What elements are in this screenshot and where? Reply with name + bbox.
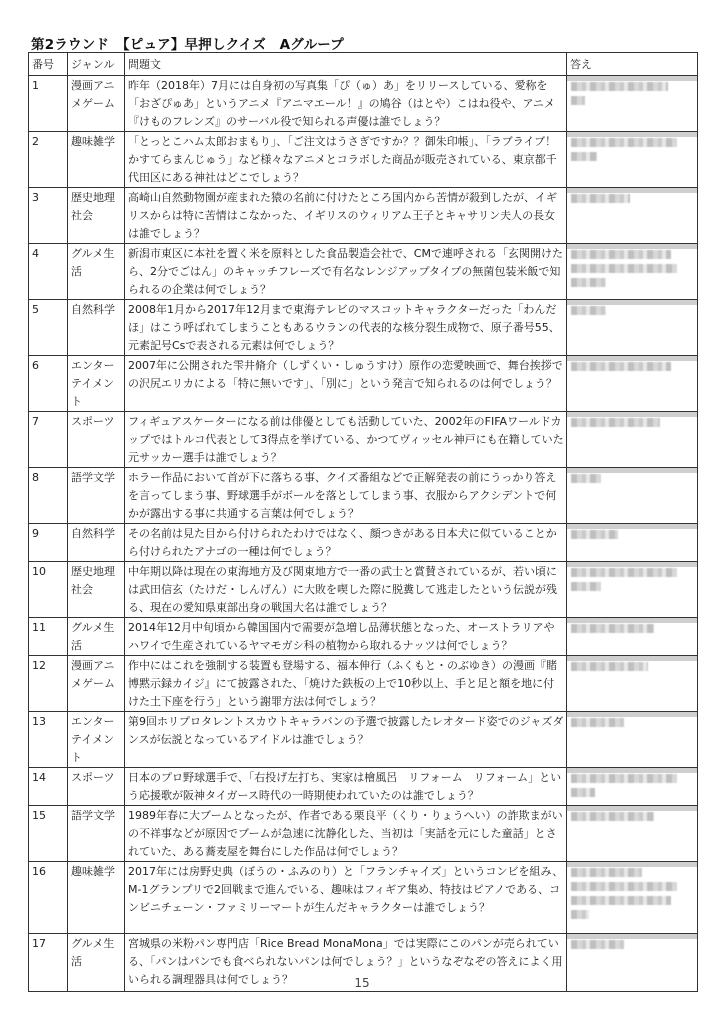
question-genre: エンターテイメント: [68, 356, 125, 412]
table-row: [29, 468, 698, 524]
header-genre: ジャンル: [68, 53, 125, 76]
blurred-answer-text: [571, 812, 654, 821]
quiz-table: [28, 52, 698, 992]
table-row: [29, 300, 698, 356]
question-number: 4: [29, 244, 68, 300]
question-text: 宮城県の米粉パン専門店「Rice Bread MonaMona」では実際にこのパンが売られている、「パンはパンでも食べられないパンは何でしょう？」というなぞなぞの答えによく用いられる調理器具は何でしょう？: [125, 934, 567, 992]
question-genre: 語学文学: [68, 806, 125, 862]
header-answer: 答え: [567, 53, 698, 76]
blurred-answer-text: [571, 306, 606, 315]
answer-blurred: [567, 412, 698, 468]
blurred-answer-text: [571, 718, 624, 727]
table-row: [29, 412, 698, 468]
answer-blurred: [567, 768, 698, 806]
answer-blurred: [567, 132, 698, 188]
table-row: [29, 562, 698, 618]
question-number: 8: [29, 468, 68, 524]
question-genre: 自然科学: [68, 300, 125, 356]
blurred-answer-text: [571, 138, 677, 147]
table-row: [29, 806, 698, 862]
question-number: 17: [29, 934, 68, 992]
question-number: 5: [29, 300, 68, 356]
question-text: ホラー作品において首が下に落ちる事、クイズ番組などで正解発表の前にうっかり答えを言ってしまう事、野球選手がボールを落としてしまう事、衣服からアクシデントで何かが露出する事に共通する言葉は何でしょう？: [125, 468, 567, 524]
blurred-answer-text: [571, 774, 677, 783]
blurred-answer-text: [571, 568, 677, 577]
blurred-answer-text: [571, 194, 630, 203]
question-genre: グルメ生活: [68, 934, 125, 992]
question-text: 「とっとこハム太郎おまもり」、「ご注文はうさぎですか？？御朱印帳」、「ラブライブ！かすてらまんじゅう」など様々なアニメとコラボした商品が販売されている、東京都千代田区にある神社はどこでしょう？: [125, 132, 567, 188]
blurred-answer-text: [571, 624, 654, 633]
table-row: [29, 76, 698, 132]
question-number: 11: [29, 618, 68, 656]
answer-blurred: [567, 618, 698, 656]
question-number: 13: [29, 712, 68, 768]
blurred-answer-text: [571, 868, 642, 877]
answer-blurred: [567, 76, 698, 132]
answer-blurred: [567, 356, 698, 412]
question-number: 10: [29, 562, 68, 618]
answer-blurred: [567, 562, 698, 618]
question-text: 2007年に公開された雫井脩介（しずくい・しゅうすけ）原作の恋愛映画で、舞台挨拶での沢尻エリカによる「特に無いです」、「別に」という発言で知られるのは何でしょう？: [125, 356, 567, 412]
question-text: 作中にはこれを強制する装置も登場する、福本伸行（ふくもと・のぶゆき）の漫画『賭博黙示録カイジ』にて披露された、「焼けた鉄板の上で10秒以上、手と足と額を地に付けた土下座を行う」という謝罪方法は何でしょう？: [125, 656, 567, 712]
question-text: 中年期以降は現在の東海地方及び関東地方で一番の武士と賞賛されているが、若い頃には武田信玄（たけだ・しんげん）に大敗を喫した際に脱糞して逃走したという伝説が残る、現在の愛知県東部出身の戦国大名は誰でしょう？: [125, 562, 567, 618]
question-genre: スポーツ: [68, 412, 125, 468]
blurred-answer-text: [571, 788, 595, 797]
answer-blurred: [567, 188, 698, 244]
question-genre: グルメ生活: [68, 244, 125, 300]
question-number: 2: [29, 132, 68, 188]
table-row: [29, 524, 698, 562]
question-genre: 趣味雑学: [68, 132, 125, 188]
blurred-answer-text: [571, 264, 677, 273]
page-title: 第2ラウンド 【ピュア】早押しクイズ Aグループ: [31, 37, 345, 53]
question-number: 1: [29, 76, 68, 132]
table-row: [29, 618, 698, 656]
table-row: [29, 656, 698, 712]
question-number: 15: [29, 806, 68, 862]
question-number: 12: [29, 656, 68, 712]
page-number: 15: [354, 976, 370, 990]
question-genre: 歴史地理社会: [68, 562, 125, 618]
question-genre: 自然科学: [68, 524, 125, 562]
blurred-answer-text: [571, 82, 668, 91]
answer-blurred: [567, 300, 698, 356]
answer-blurred: [567, 712, 698, 768]
question-text: 高崎山自然動物園が産まれた猿の名前に付けたところ国内から苦情が殺到したが、イギリスからは特に苦情はこなかった、イギリスのウィリアム王子とキャサリン夫人の長女は誰でしょう？: [125, 188, 567, 244]
question-genre: グルメ生活: [68, 618, 125, 656]
question-text: 2014年12月中旬頃から韓国国内で需要が急増し品薄状態となった、オーストラリアやハワイで生産されているヤマモガシ科の植物から取れるナッツは何でしょう？: [125, 618, 567, 656]
table-row: [29, 132, 698, 188]
question-genre: エンターテイメント: [68, 712, 125, 768]
table-row: [29, 862, 698, 934]
blurred-answer-text: [571, 250, 671, 259]
header-number: 番号: [29, 53, 68, 76]
blurred-answer-text: [571, 362, 671, 371]
blurred-answer-text: [571, 152, 597, 161]
quiz-table-body: [29, 76, 698, 992]
question-number: 7: [29, 412, 68, 468]
blurred-answer-text: [571, 896, 671, 905]
blurred-answer-text: [571, 418, 660, 427]
question-number: 6: [29, 356, 68, 412]
question-genre: 語学文学: [68, 468, 125, 524]
answer-blurred: [567, 656, 698, 712]
blurred-answer-text: [571, 662, 648, 671]
header-question: 問題文: [125, 53, 567, 76]
table-row: [29, 356, 698, 412]
answer-blurred: [567, 468, 698, 524]
answer-blurred: [567, 806, 698, 862]
blurred-answer-text: [571, 474, 601, 483]
blurred-answer-text: [571, 940, 624, 949]
question-text: フィギュアスケーターになる前は俳優としても活動していた、2002年のFIFAワールドカップではトルコ代表として3得点を挙げている、かつてヴィッセル神戸にも在籍していた元サッカー選手は誰でしょう？: [125, 412, 567, 468]
question-genre: 漫画アニメゲーム: [68, 656, 125, 712]
question-number: 9: [29, 524, 68, 562]
question-number: 14: [29, 768, 68, 806]
table-row: [29, 188, 698, 244]
table-header-row: [29, 53, 698, 76]
answer-blurred: [567, 524, 698, 562]
question-text: 新潟市東区に本社を置く米を原料とした食品製造会社で、CMで連呼される「玄関開けたら、2分でごはん」のキャッチフレーズで有名なレンジアップタイプの無菌包装米飯で知られるの企業は何でしょう？: [125, 244, 567, 300]
question-text: 1989年春に大ブームとなったが、作者である栗良平（くり・りょうへい）の詐欺まがいの不祥事などが原因でブームが急速に沈静化した、当初は「実話を元にした童話」とされていた、ある蕎麦屋を舞台にした作品は何でしょう？: [125, 806, 567, 862]
question-number: 3: [29, 188, 68, 244]
table-row: [29, 768, 698, 806]
answer-blurred: [567, 862, 698, 934]
blurred-answer-text: [571, 882, 677, 891]
table-row: [29, 712, 698, 768]
question-number: 16: [29, 862, 68, 934]
question-genre: 歴史地理社会: [68, 188, 125, 244]
blurred-answer-text: [571, 530, 618, 539]
blurred-answer-text: [571, 910, 589, 919]
question-text: 2017年には房野史典（ぼうの・ふみのり）と「フランチャイズ」というコンビを組み、M-1グランプリで2回戦まで進んでいる、趣味はフィギア集め、特技はピアノである、コンビニチェーン・ファミリーマートが生んだキャラクターは誰でしょう？: [125, 862, 567, 934]
question-text: 日本のプロ野球選手で、「右投げ左打ち、実家は檜風呂 リフォーム リフォーム」という応援歌が阪神タイガース時代の一時期使われていたのは誰でしょう？: [125, 768, 567, 806]
question-text: 第9回ホリプロタレントスカウトキャラバンの予選で披露したレオタード姿でのジャズダンスが伝説となっているアイドルは誰でしょう？: [125, 712, 567, 768]
blurred-answer-text: [571, 96, 585, 105]
table-row: [29, 244, 698, 300]
question-genre: 趣味雑学: [68, 862, 125, 934]
question-genre: スポーツ: [68, 768, 125, 806]
question-text: 2008年1月から2017年12月まで東海テレビのマスコットキャラクターだった「わんだほ」はこう呼ばれてしまうこともあるウランの代表的な核分裂生成物で、原子番号55、元素記号Csで表される元素は何でしょう？: [125, 300, 567, 356]
blurred-answer-text: [571, 582, 601, 591]
question-text: 昨年（2018年）7月には自身初の写真集「ぴ（ゅ）あ」をリリースしている、愛称を「おざぴゅあ」というアニメ『アニマエール！』の鳩谷（はとや）こはね役や、アニメ『けものフレンズ』のサーバル役で知られる声優は誰でしょう？: [125, 76, 567, 132]
answer-blurred: [567, 244, 698, 300]
question-genre: 漫画アニメゲーム: [68, 76, 125, 132]
blurred-answer-text: [571, 278, 606, 287]
question-text: その名前は見た目から付けられたわけではなく、顔つきがある日本犬に似ていることから付けられたアナゴの一種は何でしょう？: [125, 524, 567, 562]
